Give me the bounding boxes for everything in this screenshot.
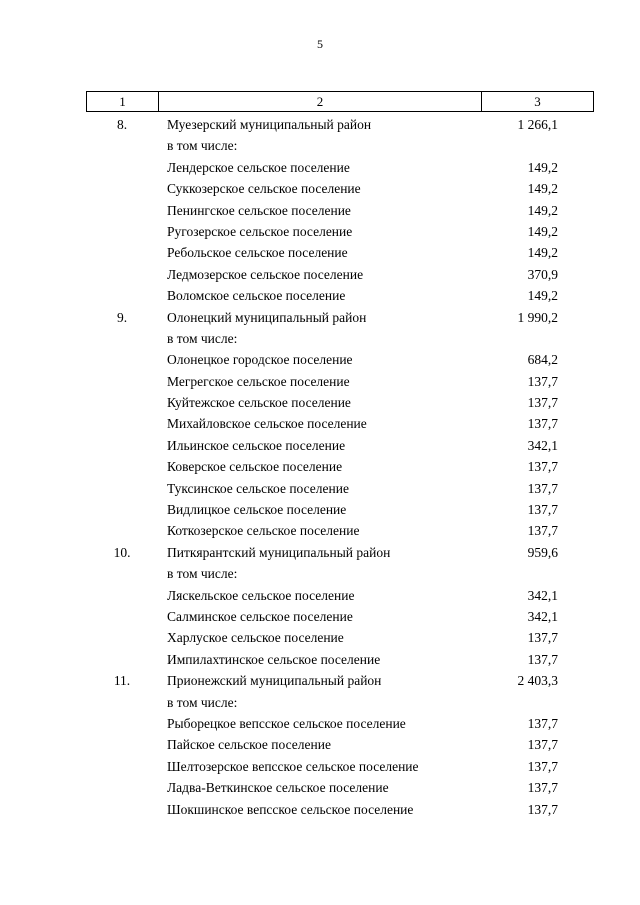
table-row (86, 135, 594, 156)
table-row (86, 392, 594, 413)
row-value: 137,7 (527, 523, 558, 539)
table-row (86, 585, 594, 606)
row-name: Коверское сельское поселение (167, 459, 343, 475)
row-value: 137,7 (527, 459, 558, 475)
row-name: Михайловское сельское поселение (167, 416, 367, 432)
row-name: Лендерское сельское поселение (167, 159, 350, 175)
row-value: 959,6 (527, 544, 558, 560)
table-row (86, 606, 594, 627)
row-name: Ляскельское сельское поселение (167, 587, 355, 603)
table-row (86, 734, 594, 755)
table-row (86, 649, 594, 670)
row-value: 137,7 (527, 630, 558, 646)
row-name: Пайское сельское поселение (167, 737, 331, 753)
header-col-name: 2 (159, 92, 482, 111)
row-value: 137,7 (527, 416, 558, 432)
row-value: 342,1 (527, 587, 558, 603)
row-name: Олонецкое городское поселение (167, 352, 353, 368)
row-name: в том числе: (167, 694, 238, 710)
table-row (86, 435, 594, 456)
table-row (86, 371, 594, 392)
row-name: Мегрегское сельское поселение (167, 373, 350, 389)
row-value: 149,2 (527, 245, 558, 261)
row-value: 684,2 (527, 352, 558, 368)
row-name: Туксинское сельское поселение (167, 480, 349, 496)
row-value: 1 266,1 (517, 117, 558, 132)
table-row (86, 499, 594, 520)
table-row (86, 520, 594, 541)
row-name: Прионежский муниципальный район (167, 673, 382, 689)
row-name: Салминское сельское поселение (167, 608, 353, 624)
table-row (86, 178, 594, 199)
row-name: Муезерский муниципальный район (167, 117, 372, 132)
row-value: 137,7 (527, 502, 558, 518)
table-row (86, 114, 594, 135)
row-name: Рыборецкое вепсское сельское поселение (167, 715, 406, 731)
table-row (86, 713, 594, 734)
row-name: Питкярантский муниципальный район (167, 544, 391, 560)
row-name: Суккозерское сельское поселение (167, 181, 361, 197)
table-row (86, 349, 594, 370)
row-value: 149,2 (527, 288, 558, 304)
table-row (86, 157, 594, 178)
table-row (86, 563, 594, 584)
row-name: Харлуское сельское поселение (167, 630, 344, 646)
table-row (86, 307, 594, 328)
table-row (86, 777, 594, 798)
row-value: 1 990,2 (517, 309, 558, 325)
row-name: Воломское сельское поселение (167, 288, 346, 304)
table-row (86, 542, 594, 563)
table-row (86, 328, 594, 349)
row-name: в том числе: (167, 330, 238, 346)
row-value: 137,7 (527, 480, 558, 496)
row-value: 149,2 (527, 202, 558, 218)
row-value: 149,2 (527, 223, 558, 239)
row-name: Шелтозерское вепсское сельское поселение (167, 758, 419, 774)
table-row (86, 670, 594, 691)
table-row (86, 756, 594, 777)
row-name: Ругозерское сельское поселение (167, 223, 353, 239)
row-value: 137,7 (527, 373, 558, 389)
row-value: 137,7 (527, 758, 558, 774)
row-name: Импилахтинское сельское поселение (167, 651, 381, 667)
table-row (86, 242, 594, 263)
row-value: 137,7 (527, 715, 558, 731)
row-name: Шокшинское вепсское сельское поселение (167, 801, 414, 817)
row-name: Олонецкий муниципальный район (167, 309, 367, 325)
table-row (86, 221, 594, 242)
header-col-value: 3 (534, 93, 541, 109)
table-header (86, 91, 594, 112)
row-name: Коткозерское сельское поселение (167, 523, 360, 539)
row-name: Ледмозерское сельское поселение (167, 266, 364, 282)
table-row (86, 456, 594, 477)
row-name: Куйтежское сельское поселение (167, 395, 351, 411)
row-value: 370,9 (527, 266, 558, 282)
table-row (86, 692, 594, 713)
table-row (86, 285, 594, 306)
table-row (86, 627, 594, 648)
table-row (86, 478, 594, 499)
row-number: 9. (116, 309, 128, 325)
row-number: 10. (113, 544, 131, 560)
row-name: Пенингское сельское поселение (167, 202, 351, 218)
row-value: 137,7 (527, 737, 558, 753)
row-value: 342,1 (527, 608, 558, 624)
row-value: 137,7 (527, 651, 558, 667)
row-value: 149,2 (527, 181, 558, 197)
row-value: 137,7 (527, 801, 558, 817)
page-number: 5 (317, 37, 323, 51)
row-name: Ребольское сельское поселение (167, 245, 348, 261)
row-value: 137,7 (527, 395, 558, 411)
row-number: 8. (116, 117, 128, 132)
table-row (86, 413, 594, 434)
row-value: 2 403,3 (517, 673, 558, 689)
row-name: Ладва-Веткинское сельское поселение (167, 780, 389, 796)
row-name: Видлицкое сельское поселение (167, 502, 347, 518)
row-name: Ильинское сельское поселение (167, 437, 346, 453)
row-value: 137,7 (527, 780, 558, 796)
row-name: в том числе: (167, 138, 238, 154)
header-col-number: 1 (87, 92, 159, 111)
row-value: 149,2 (527, 159, 558, 175)
row-number: 11. (113, 673, 131, 689)
table-row (86, 264, 594, 285)
row-name: в том числе: (167, 566, 238, 582)
table-row (86, 799, 594, 820)
table-body (86, 114, 594, 820)
table-row (86, 200, 594, 221)
row-value: 342,1 (527, 437, 558, 453)
